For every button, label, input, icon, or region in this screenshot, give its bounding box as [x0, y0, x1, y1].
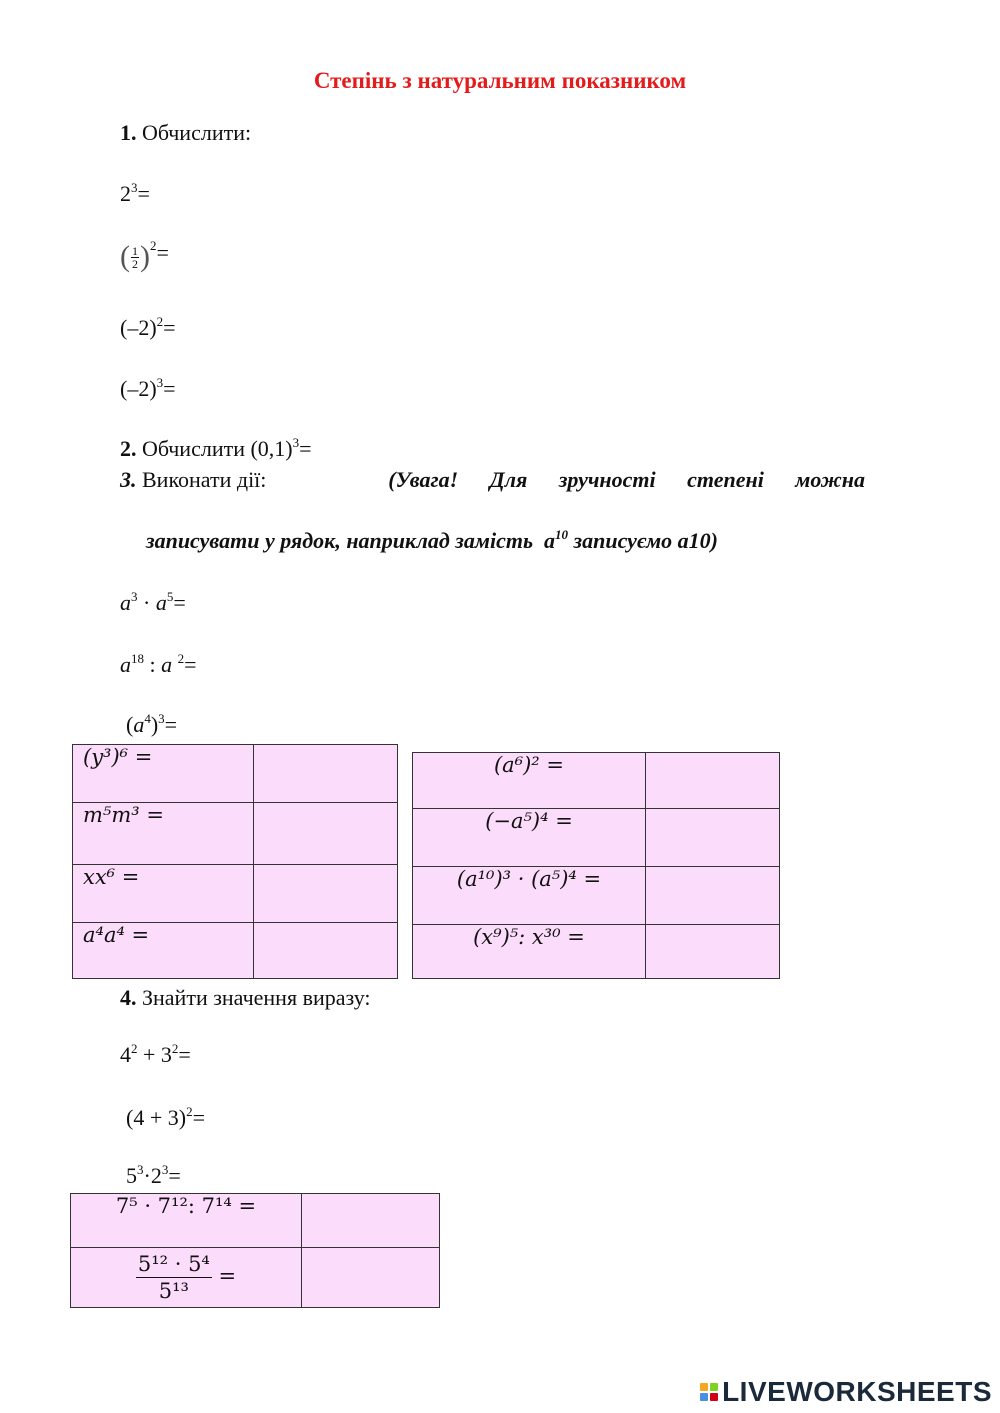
expression-cell: xx⁶ =: [73, 865, 254, 923]
task3-heading: 3. Виконати дії: (Увага! Для зручності степені можна: [120, 467, 865, 492]
answer-cell[interactable]: [254, 923, 398, 979]
task1-heading: 1. Обчислити:: [120, 120, 252, 145]
table-row: [73, 923, 398, 979]
exercise-4sq-plus-3sq: $4^2 + 3^2=$: [120, 1041, 191, 1067]
table-row: [413, 867, 780, 925]
liveworksheets-logo: LIVEWORKSHEETS: [700, 1376, 992, 1408]
exercise-5cube-2cube: $5^3\cdot 2^3=$: [126, 1162, 181, 1188]
answer-cell[interactable]: [254, 865, 398, 923]
exercise-neg2-cubed: $(-2)^3=$: [120, 375, 176, 401]
table-row: [413, 925, 780, 979]
expression-cell: (y³)⁶ =: [73, 745, 254, 803]
expression-cell: (a¹⁰)³ · (a⁵)⁴ =: [413, 867, 646, 925]
expression-cell: m⁵m³ =: [73, 803, 254, 865]
table-row: [71, 1248, 440, 1308]
exercise-neg2-squared: $(-2)^2=$: [120, 314, 176, 340]
answer-cell[interactable]: [646, 809, 780, 867]
table-row: [71, 1194, 440, 1248]
exercise-table-left: [72, 744, 398, 979]
answer-cell[interactable]: [646, 753, 780, 809]
exercise-half-squared: ( 1 2 ) $^2$=: [120, 238, 169, 273]
logo-icon: [700, 1383, 718, 1401]
answer-cell[interactable]: [254, 803, 398, 865]
table-row: [413, 809, 780, 867]
answer-cell[interactable]: [646, 867, 780, 925]
exercise-table-right: [412, 752, 780, 979]
answer-cell[interactable]: [646, 925, 780, 979]
answer-cell[interactable]: [302, 1194, 440, 1248]
expression-cell: a⁴a⁴ =: [73, 923, 254, 979]
fraction: $\frac{\text{5¹² · 5⁴}}{\text{5¹³}}$: [137, 1252, 210, 1303]
page-title: Степінь з натуральним показником: [313, 68, 687, 93]
exercise-table-bottom: [70, 1193, 440, 1308]
table-row: [73, 803, 398, 865]
task3-note-line1: (Увага! Для зручності степені можна: [388, 467, 865, 492]
answer-cell[interactable]: [254, 745, 398, 803]
task2-heading: 2. Обчислити $(0,1)^3=$: [120, 435, 312, 461]
exercise-sum-squared: $(4 + 3)^2=$: [126, 1104, 205, 1130]
exercise-a18-div-a2: $a^{18}$ : a $^2$=: [120, 651, 197, 677]
expression-cell: (a⁶)² =: [413, 753, 646, 809]
expression-cell: 7⁵ · 7¹²: 7¹⁴ =: [71, 1194, 302, 1248]
table-row: [73, 865, 398, 923]
task3-note-line2: записувати у рядок, наприклад замість $a^{10}$ записуємо а10): [146, 527, 718, 553]
expression-cell: (x⁹)⁵: x³⁰ =: [413, 925, 646, 979]
exercise-2-pow-3: $2^3=$: [120, 180, 150, 206]
table-row: [73, 745, 398, 803]
expression-cell: (−a⁵)⁴ =: [413, 809, 646, 867]
answer-cell[interactable]: [302, 1248, 440, 1308]
expression-cell: $\frac{\text{5¹² · 5⁴}}{\text{5¹³}}$ =: [71, 1248, 302, 1308]
exercise-a4-pow-3: $(a^4)^3=$: [126, 711, 178, 737]
task4-heading: 4. Знайти значення виразу:: [120, 985, 371, 1010]
table-row: [413, 753, 780, 809]
exercise-a3-times-a5: $a^3 \cdot a^5=$: [120, 589, 186, 615]
